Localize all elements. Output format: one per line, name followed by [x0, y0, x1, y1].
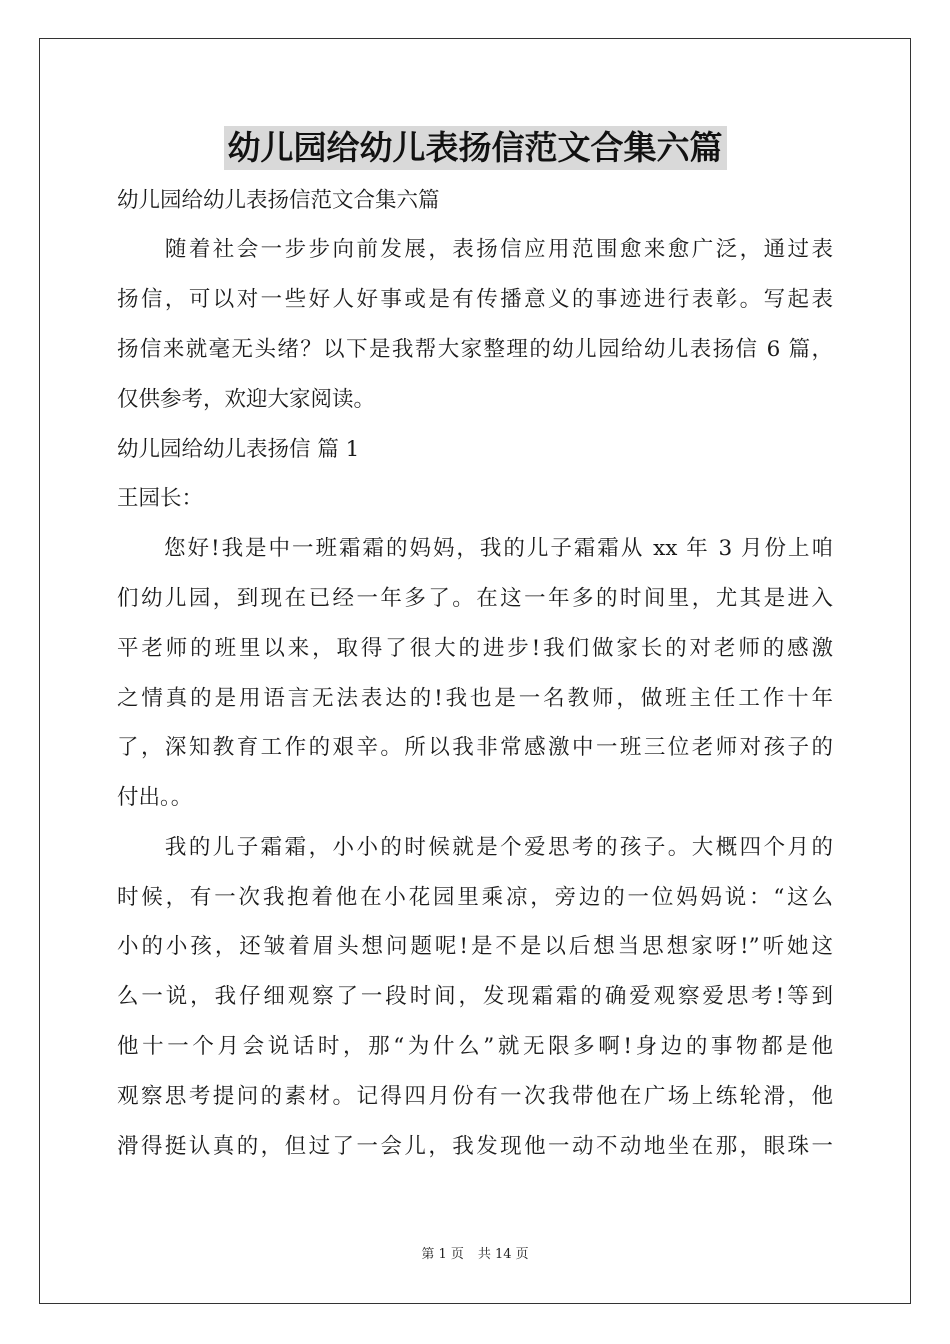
page-number: 第 1 页 — [421, 1247, 464, 1262]
page-total: 共 14 页 — [477, 1247, 529, 1262]
paragraph-line: 平老师的班里以来，取得了很大的进步!我们做家长的对老师的感激 — [117, 636, 833, 661]
paragraph-line: 观察思考提问的素材。记得四月份有一次我带他在广场上练轮滑，他 — [117, 1084, 833, 1109]
paragraph-line: 随着社会一步步向前发展，表扬信应用范围愈来愈广泛，通过表 — [117, 237, 833, 262]
salutation: 王园长： — [117, 486, 204, 511]
page-footer — [0, 1247, 950, 1263]
paragraph-line: 时候，有一次我抱着他在小花园里乘凉，旁边的一位妈妈说：“这么 — [117, 885, 833, 910]
paragraph-line: 仅供参考，欢迎大家阅读。 — [117, 387, 376, 412]
paragraph-line: 了，深知教育工作的艰辛。所以我非常感激中一班三位老师对孩子的 — [117, 735, 833, 760]
paragraph-line: 们幼儿园，到现在已经一年多了。在这一年多的时间里，尤其是进入 — [117, 586, 833, 611]
paragraph-line: 之情真的是用语言无法表达的!我也是一名教师，做班主任工作十年 — [117, 686, 833, 711]
paragraph-line: 您好!我是中一班霜霜的妈妈，我的儿子霜霜从 xx 年 3 月份上咱 — [117, 536, 833, 561]
paragraph-line: 付出。。 — [117, 785, 193, 810]
paragraph-line: 扬信来就毫无头绪？以下是我帮大家整理的幼儿园给幼儿表扬信 6 篇， — [117, 337, 833, 362]
paragraph-line: 小的小孩，还皱着眉头想问题呢!是不是以后想当思想家呀!”听她这 — [117, 934, 833, 959]
section-heading: 幼儿园给幼儿表扬信 篇 1 — [117, 437, 360, 462]
document-title: 幼儿园给幼儿表扬信范文合集六篇 — [224, 126, 727, 170]
paragraph-line: 他十一个月会说话时，那“为什么”就无限多啊!身边的事物都是他 — [117, 1034, 833, 1059]
paragraph-line: 滑得挺认真的，但过了一会儿，我发现他一动不动地坐在那，眼珠一 — [117, 1134, 833, 1159]
title-container — [0, 126, 950, 170]
page-border — [39, 38, 911, 1304]
paragraph-line: 扬信，可以对一些好人好事或是有传播意义的事迹进行表彰。写起表 — [117, 287, 833, 312]
subtitle-line: 幼儿园给幼儿表扬信范文合集六篇 — [117, 188, 440, 213]
paragraph-line: 么一说，我仔细观察了一段时间，发现霜霜的确爱观察爱思考!等到 — [117, 984, 833, 1009]
paragraph-line: 我的儿子霜霜，小小的时候就是个爱思考的孩子。大概四个月的 — [117, 835, 833, 860]
